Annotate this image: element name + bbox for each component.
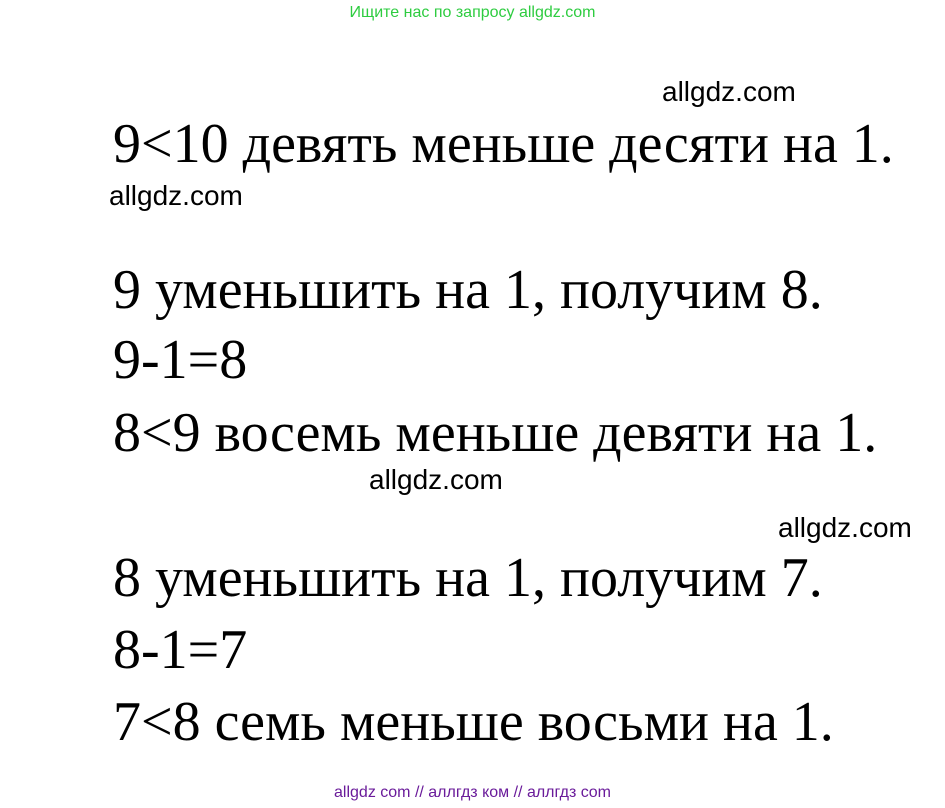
watermark: allgdz.com (778, 512, 912, 543)
content-line: 7<8 семь меньше восьми на 1. (113, 691, 834, 753)
content-line: 9-1=8 (113, 329, 248, 391)
content-line: 8 уменьшить на 1, получим 7. (113, 547, 823, 609)
content-line: 9 уменьшить на 1, получим 8. (113, 259, 823, 321)
top-banner: Ищите нас по запросу allgdz.com (349, 4, 596, 21)
watermark: allgdz.com (109, 180, 243, 211)
watermark: allgdz.com (369, 464, 503, 495)
content-line: 8-1=7 (113, 619, 248, 681)
footer-watermark: allgdz com // аллгдз ком // аллгдз com (334, 784, 611, 801)
watermark: allgdz.com (662, 76, 796, 107)
content-line: 8<9 восемь меньше девяти на 1. (113, 402, 878, 464)
content-line: 9<10 девять меньше десяти на 1. (113, 113, 894, 175)
